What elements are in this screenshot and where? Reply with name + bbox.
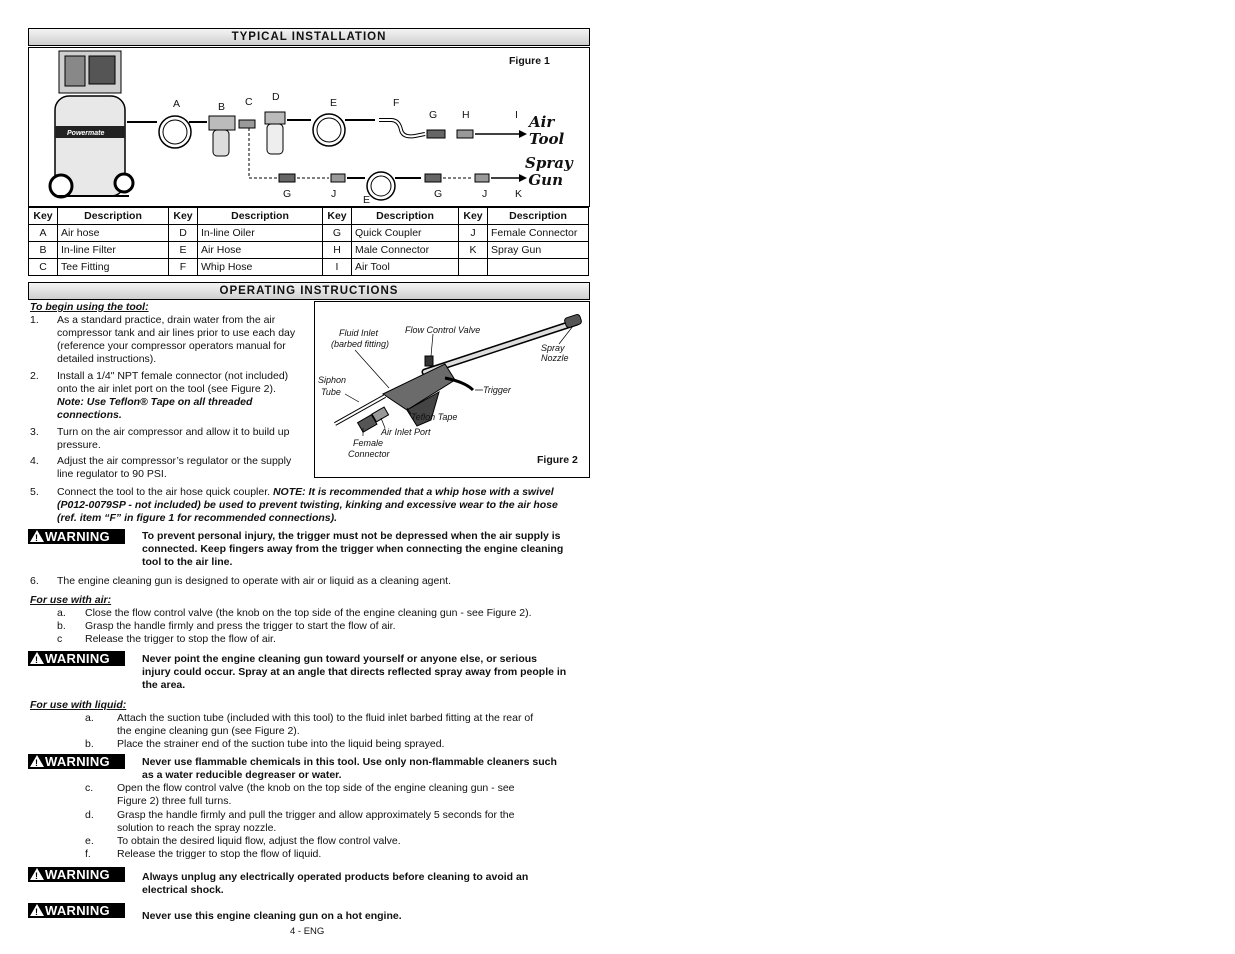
step-3-text: Turn on the air compressor and allow it to build up pressure. — [57, 426, 290, 451]
fig2-air-inlet-label: Air Inlet Port — [381, 427, 431, 437]
diagram-letter-b: B — [218, 101, 226, 113]
table-header: Description — [198, 208, 323, 225]
table-header: Description — [58, 208, 169, 225]
warning-4-text: Always unplug any electrically operated products before cleaning to avoid an electrical shock. — [142, 871, 529, 896]
liquid-step-key: d. — [85, 809, 94, 821]
table-header: Key — [169, 208, 198, 225]
step-2-text: Install a 1/4" NPT female connector (not included) onto the air inlet port on the tool (see Figure 2). Note: Use Teflon® Tape on all threaded connections. — [57, 370, 289, 421]
table-cell: A — [29, 225, 58, 242]
table-cell — [459, 259, 488, 276]
liquid-step-e-text: To obtain the desired liquid flow, adjust the flow control valve. — [117, 835, 401, 847]
section-title-operating: OPERATING INSTRUCTIONS — [28, 282, 590, 300]
table-cell: F — [169, 259, 198, 276]
air-step-key: b. — [57, 620, 66, 632]
table-cell: I — [323, 259, 352, 276]
diagram-letter-g3: G — [434, 188, 443, 200]
table-cell: Spray Gun — [488, 242, 589, 259]
brand-label: Powermate — [67, 130, 105, 137]
diagram-letter-e: E — [330, 97, 338, 109]
warning-badge: ! WARNING — [28, 903, 125, 918]
diagram-letter-i: I — [515, 109, 518, 121]
table-cell: Air Hose — [198, 242, 323, 259]
fig2-connector-label: Connector — [348, 449, 390, 459]
fig2-flow-control-label: Flow Control Valve — [405, 325, 481, 335]
fig2-trigger-label: Trigger — [483, 385, 511, 395]
table-cell: B — [29, 242, 58, 259]
step-number: 4. — [30, 455, 39, 467]
table-cell: D — [169, 225, 198, 242]
figure-1-box — [28, 47, 590, 207]
diagram-letter-d: D — [272, 91, 280, 103]
table-row — [29, 225, 589, 242]
step-number: 3. — [30, 426, 39, 438]
diagram-letter-g2: G — [283, 188, 292, 200]
fig2-tube-label: Tube — [321, 387, 341, 397]
liquid-step-a-text: Attach the suction tube (included with this tool) to the fluid inlet barbed fitting at the rear of the engine cleaning gun (see Figure 2). — [117, 712, 534, 737]
parts-key-table — [28, 207, 589, 276]
liquid-heading: For use with liquid: — [30, 699, 127, 711]
step-number: 2. — [30, 370, 39, 382]
air-step-key: a. — [57, 607, 66, 619]
diagram-letter-a: A — [173, 98, 181, 110]
liquid-step-key: f. — [85, 848, 91, 860]
table-cell: In-line Oiler — [198, 225, 323, 242]
liquid-step-key: a. — [85, 712, 94, 724]
installation-diagram — [29, 48, 589, 206]
step-number: 6. — [30, 575, 39, 587]
fig2-siphon-label: Siphon — [318, 375, 347, 385]
table-cell: H — [323, 242, 352, 259]
table-cell: Air Tool — [352, 259, 459, 276]
spray-gun-label: Spray Gun — [525, 154, 573, 189]
warning-3-text: Never use flammable chemicals in this tool. Use only non-flammable cleaners such as a water reducible degreaser or water. — [142, 756, 557, 781]
fig2-fluid-inlet-label: Fluid Inlet — [339, 328, 379, 338]
compressor-illustration — [50, 51, 133, 197]
diagram-letter-f: F — [393, 97, 400, 109]
warning-1-text: To prevent personal injury, the trigger must not be depressed when the air supply is connected. Keep fingers away from the trigger when connecting the engine cleaning tool to the air line. — [142, 530, 564, 568]
liquid-step-key: c. — [85, 782, 94, 794]
table-cell: E — [169, 242, 198, 259]
diagram-letter-c: C — [245, 96, 253, 108]
table-cell: Air hose — [58, 225, 169, 242]
diagram-letter-j2: J — [482, 188, 488, 200]
table-cell: In-line Filter — [58, 242, 169, 259]
air-heading: For use with air: — [30, 594, 112, 606]
air-step-text: Close the flow control valve (the knob on the top side of the engine cleaning gun - see Figure 2). — [85, 607, 532, 619]
air-step-text: Release the trigger to stop the flow of air. — [85, 633, 276, 645]
figure-2-box — [314, 301, 590, 478]
warning-badge: ! WARNING — [28, 651, 125, 666]
table-header: Key — [459, 208, 488, 225]
liquid-step-key: e. — [85, 835, 94, 847]
liquid-step-d-text: Grasp the handle firmly and pull the trigger and allow approximately 5 seconds for the solution to reach the spray nozzle. — [117, 809, 515, 834]
table-cell: J — [459, 225, 488, 242]
warning-badge: ! WARNING — [28, 754, 125, 769]
warning-2-text: Never point the engine cleaning gun toward yourself or anyone else, or serious injury could occur. Spray at an angle that directs reflected spray away from people in the area. — [142, 653, 567, 691]
fig2-spray-nozzle-label: Spray Nozzle — [541, 343, 569, 363]
table-header: Description — [488, 208, 589, 225]
table-cell: C — [29, 259, 58, 276]
fig2-female-label: Female — [353, 438, 384, 448]
figure-2-label: Figure 2 — [537, 454, 578, 466]
liquid-step-b-text: Place the strainer end of the suction tube into the liquid being sprayed. — [117, 738, 445, 750]
air-tool-label: Air Tool — [529, 113, 565, 148]
table-cell: Male Connector — [352, 242, 459, 259]
diagram-letter-h: H — [462, 109, 470, 121]
table-header: Description — [352, 208, 459, 225]
table-cell: Quick Coupler — [352, 225, 459, 242]
step-number: 5. — [30, 486, 39, 498]
table-cell: G — [323, 225, 352, 242]
table-cell: K — [459, 242, 488, 259]
step-1-text: As a standard practice, drain water from the air compressor tank and air lines prior to use each day (reference your compressor operators manual for detailed instructions). — [57, 314, 296, 365]
table-cell: Tee Fitting — [58, 259, 169, 276]
step-6-text: The engine cleaning gun is designed to operate with air or liquid as a cleaning agent. — [57, 575, 452, 587]
diagram-letter-g: G — [429, 109, 438, 121]
diagram-letter-e2: E — [363, 194, 371, 206]
diagram-letter-k: K — [515, 188, 523, 200]
liquid-step-key: b. — [85, 738, 94, 750]
begin-heading: To begin using the tool: — [30, 301, 149, 313]
step-5-text: Connect the tool to the air hose quick coupler. NOTE: It is recommended that a whip hose with a swivel (P012-0079SP - not included) be used to prevent twisting, kinking and excessive wear to the air hose (ref. item “F” in figure 1 for recommended connections). — [57, 486, 558, 524]
warning-badge: ! WARNING — [28, 529, 125, 544]
step-number: 1. — [30, 314, 39, 326]
air-step-key: c — [57, 633, 63, 645]
warning-badge: ! WARNING — [28, 867, 125, 882]
table-header: Key — [323, 208, 352, 225]
table-cell — [488, 259, 589, 276]
table-cell: Whip Hose — [198, 259, 323, 276]
step-4-text: Adjust the air compressor’s regulator or the supply line regulator to 90 PSI. — [57, 455, 292, 480]
table-row — [29, 259, 589, 276]
table-row — [29, 242, 589, 259]
section-title-installation: TYPICAL INSTALLATION — [28, 28, 590, 46]
table-header-row — [29, 208, 589, 225]
liquid-step-f-text: Release the trigger to stop the flow of liquid. — [117, 848, 322, 860]
table-cell: Female Connector — [488, 225, 589, 242]
fig2-barbed-label: (barbed fitting) — [331, 339, 390, 349]
diagram-letter-j: J — [331, 188, 337, 200]
fig2-teflon-label: Teflon Tape — [411, 412, 458, 422]
page-number: 4 - ENG — [290, 926, 325, 937]
liquid-step-c-text: Open the flow control valve (the knob on the top side of the engine cleaning gun - see Figure 2) three full turns. — [117, 782, 515, 807]
table-header: Key — [29, 208, 58, 225]
air-step-text: Grasp the handle firmly and press the trigger to start the flow of air. — [85, 620, 396, 632]
warning-5-text: Never use this engine cleaning gun on a hot engine. — [142, 910, 402, 922]
figure-1-label: Figure 1 — [509, 55, 550, 67]
